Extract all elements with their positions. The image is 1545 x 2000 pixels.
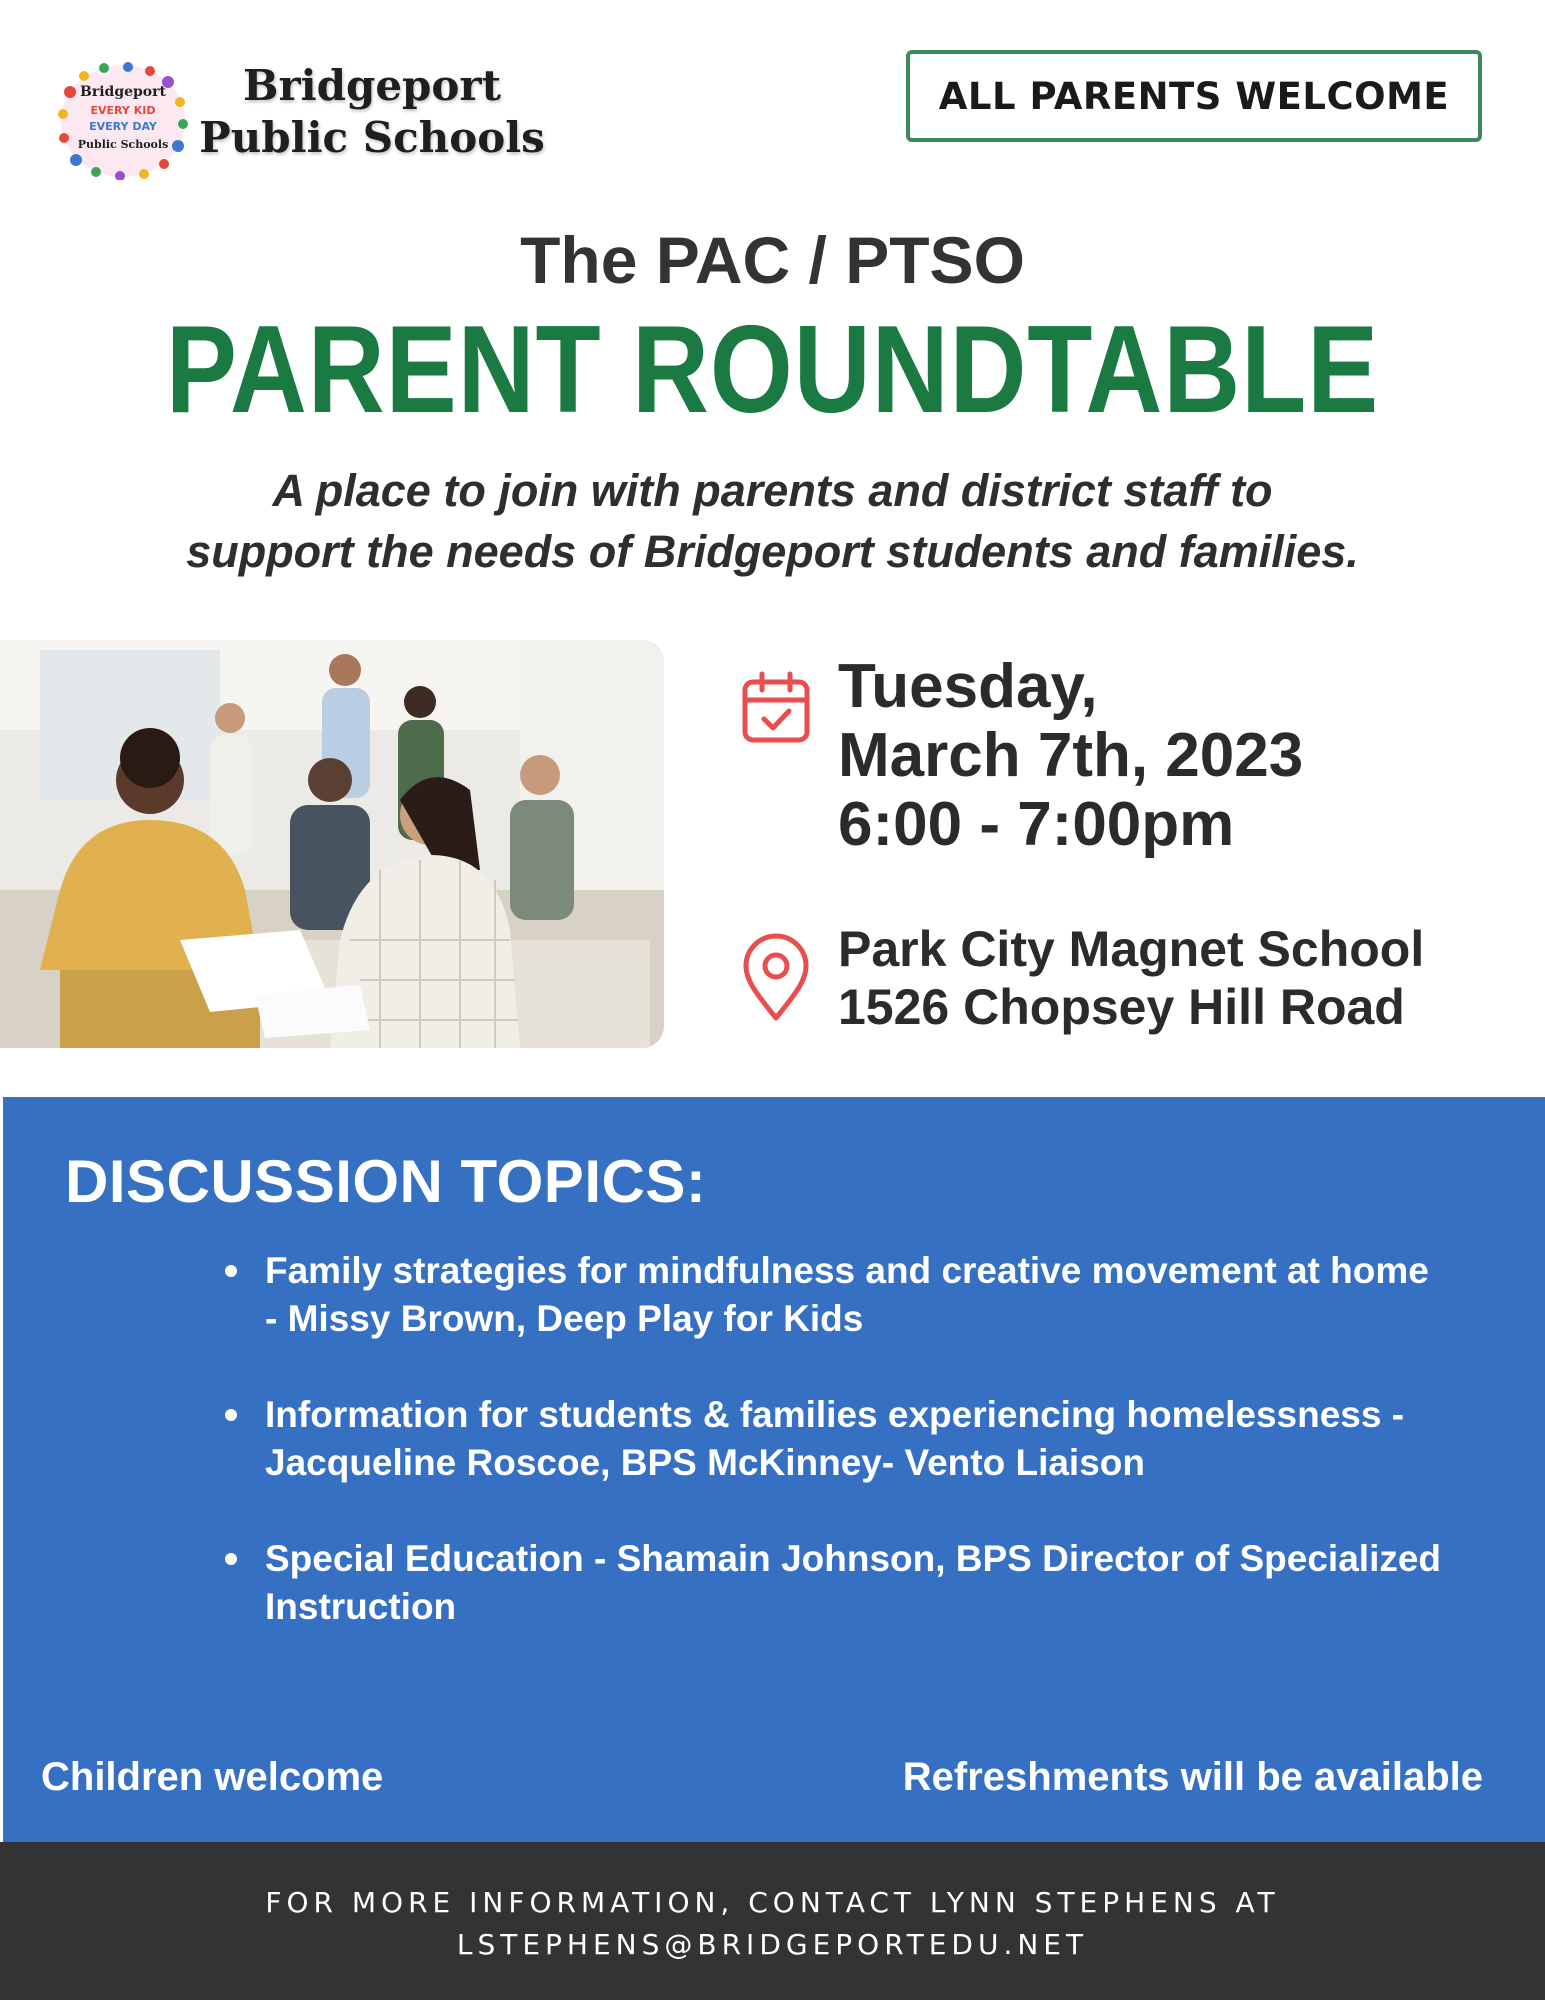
brand-line: Public Schools bbox=[199, 113, 545, 162]
all-parents-welcome-badge: ALL PARENTS WELCOME bbox=[906, 50, 1482, 142]
logo-text-line: EVERY DAY bbox=[89, 120, 157, 133]
event-title: PARENT ROUNDTABLE bbox=[165, 301, 1380, 439]
event-tagline bbox=[60, 460, 1485, 582]
contact-footer bbox=[0, 1842, 1545, 2000]
event-day: Tuesday, bbox=[838, 652, 1098, 721]
list-item bbox=[225, 1247, 1445, 1343]
meeting-photo bbox=[0, 640, 664, 1048]
brand-line: Bridgeport bbox=[243, 61, 501, 110]
topic-text: Information for students & families experiencing homelessness - Jacqueline Roscoe, BPS McKinney- Vento Liaison bbox=[265, 1394, 1405, 1483]
contact-email: LSTEPHENS@BRIDGEPORTEDU.NET bbox=[456, 1928, 1089, 1961]
event-venue bbox=[838, 920, 1424, 1036]
logo-text-line: Bridgeport bbox=[80, 84, 166, 100]
tagline-line: support the needs of Bridgeport students and families. bbox=[186, 526, 1359, 577]
topics-heading: DISCUSSION TOPICS: bbox=[65, 1148, 707, 1215]
bullet-icon bbox=[225, 1553, 237, 1565]
event-time: 6:00 - 7:00pm bbox=[838, 790, 1235, 859]
list-item bbox=[225, 1535, 1445, 1631]
event-subtitle: The PAC / PTSO bbox=[520, 223, 1025, 297]
event-date: March 7th, 2023 bbox=[838, 721, 1304, 790]
list-item bbox=[225, 1391, 1445, 1487]
event-datetime bbox=[838, 652, 1303, 859]
tagline-line: A place to join with parents and district staff to bbox=[272, 465, 1273, 516]
venue-address: 1526 Chopsey Hill Road bbox=[838, 979, 1405, 1035]
children-welcome-note: Children welcome bbox=[41, 1755, 384, 1799]
topics-list bbox=[225, 1247, 1445, 1679]
venue-name: Park City Magnet School bbox=[838, 921, 1425, 977]
bullet-icon bbox=[225, 1265, 237, 1277]
discussion-topics-panel bbox=[3, 1097, 1545, 1842]
topic-text: Special Education - Shamain Johnson, BPS Director of Specialized Instruction bbox=[265, 1538, 1442, 1627]
topic-text: Family strategies for mindfulness and creative movement at home - Missy Brown, Deep Play for Kids bbox=[265, 1250, 1429, 1339]
bullet-icon bbox=[225, 1409, 237, 1421]
contact-line: FOR MORE INFORMATION, CONTACT LYNN STEPHENS AT bbox=[265, 1886, 1280, 1919]
school-logo bbox=[58, 62, 188, 180]
map-pin-icon bbox=[740, 932, 812, 1024]
logo-text-line: Public Schools bbox=[77, 138, 169, 151]
brand-name bbox=[192, 60, 552, 164]
calendar-check-icon bbox=[740, 670, 812, 746]
logo-text-line: EVERY KID bbox=[90, 104, 156, 117]
refreshments-note: Refreshments will be available bbox=[902, 1755, 1483, 1799]
